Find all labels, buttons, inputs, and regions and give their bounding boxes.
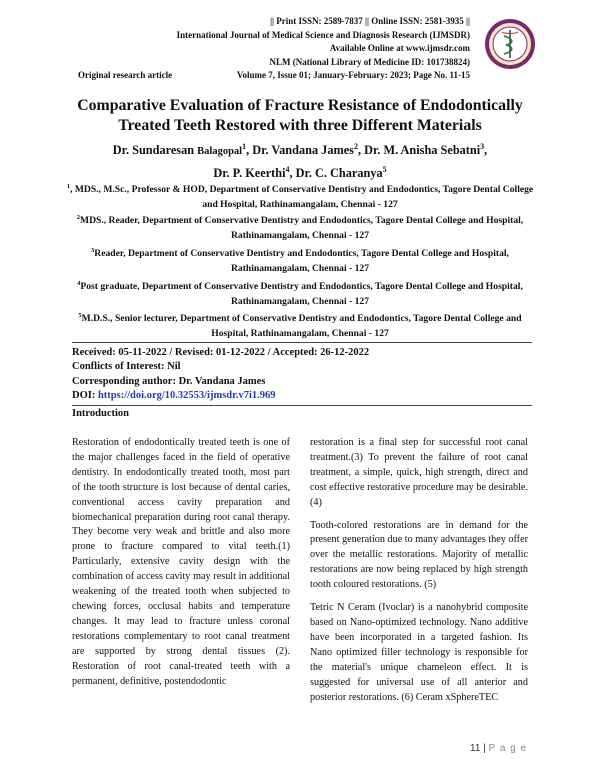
affiliation-1-sup: 1 bbox=[66, 183, 71, 190]
title-line-2: Treated Teeth Restored with three Different Materials bbox=[118, 117, 482, 134]
section-heading-introduction: Introduction bbox=[72, 408, 129, 419]
online-line: Available Online at www.ijmsdr.com bbox=[329, 43, 470, 53]
author-1-sup: 1 bbox=[242, 142, 247, 151]
author-1-name: Dr. Sundaresan bbox=[112, 143, 198, 158]
volume-line: Volume 7, Issue 01; January-February: 2023; Page No. 11-15 bbox=[236, 70, 470, 80]
author-4-sup: 4 bbox=[285, 165, 290, 175]
author-4-name: Dr. P. Keerthi bbox=[213, 166, 286, 181]
author-3-sup: 3 bbox=[480, 142, 485, 151]
divider-bottom bbox=[72, 405, 532, 406]
left-paragraph-1: Restoration of endodontically treated teeth is one of the major challenges faced in the field of operative dentistry. In endodontically treated tooth, most part of the tooth structure is lost because of dental caries, conventional access cavity preparation and biomechanical preparation during root canal therapy. They become very weak and brittle and also more prone to fracture compared to vital teeth.(1) Particularly, extensive cavity design with the combination of access cavity may result in additional weakening of the treated tooth when subjected to chewing forces, occlusal habits and temperature changes. It may lead to fracture unless coronal restorations complementary to root canal treatment are supported by strong dental tissues (2). Restoration of root canal-treated teeth with a permanent, definitive, postendodontic bbox=[72, 437, 290, 687]
author-3-comma: , bbox=[484, 143, 488, 158]
doi-link[interactable]: https://doi.org/10.32553/ijmsdr.v7i1.969 bbox=[97, 389, 276, 401]
corresponding-line: Corresponding author: Dr. Vandana James bbox=[72, 375, 266, 387]
right-paragraph-2: Tooth-colored restorations are in demand for the present generation due to many advantages they offer over the metallic restorations. Majority of metallic restorations are now being replaced by high strength tooth coloured restorations. (5) bbox=[310, 519, 528, 591]
affiliation-2 bbox=[64, 211, 536, 243]
author-3-name: , Dr. M. Anisha Sebatni bbox=[357, 143, 481, 158]
author-2-name: , Dr. Vandana James bbox=[246, 143, 354, 158]
journal-name: International Journal of Medical Science and Diagnosis Research (IJMSDR) bbox=[176, 29, 470, 40]
doi-line bbox=[72, 389, 369, 403]
issn-line: || Print ISSN: 2589-7837 || Online ISSN: 2581-3935 || bbox=[270, 16, 470, 26]
affiliation-4 bbox=[64, 277, 536, 309]
affiliation-1-text: , MDS., M.Sc., Professor & HOD, Department of Conservative Dentistry and Endodontics, Tagore Dental College and Hospital, Rathinamangalam, Chennai - 127 bbox=[70, 184, 534, 210]
page-footer bbox=[470, 743, 527, 754]
affiliation-2-sup: 2 bbox=[76, 214, 81, 221]
author-5-sup: 5 bbox=[382, 165, 387, 175]
affiliation-3-sup: 3 bbox=[91, 247, 95, 254]
left-column bbox=[72, 436, 290, 697]
author-list bbox=[60, 138, 540, 182]
right-paragraph-1: restoration is a final step for successful root canal treatment.(3) To prevent the failure of root canal treatment, a simple, quick, high strength, direct and cost effective restorative procedure may be desirable. (4) bbox=[310, 437, 528, 508]
divider-top bbox=[72, 342, 532, 343]
dates-line: Received: 05-11-2022 / Revised: 01-12-2022 / Accepted: 26-12-2022 bbox=[72, 347, 370, 358]
footer-separator: | bbox=[480, 743, 489, 754]
author-5-name: , Dr. C. Charanya bbox=[289, 166, 383, 181]
affiliation-1 bbox=[64, 180, 536, 212]
paper-title bbox=[60, 96, 540, 136]
affiliation-3 bbox=[64, 244, 536, 276]
journal-header bbox=[100, 15, 470, 69]
right-paragraph-3: Tetric N Ceram (Ivoclar) is a nanohybrid composite based on Nano-optimized technology. Nano additive have been incorporated in a targeted fashion. Its Nano optimized filler technology is responsible for the material's unique chameleon effect. It is suggested for universal use of all anterior and posterior restorations. (6) Ceram xSphereTEC bbox=[310, 602, 528, 703]
journal-logo-seal bbox=[484, 18, 536, 70]
page-label: P a g e bbox=[488, 743, 528, 754]
affiliation-2-text: MDS., Reader, Department of Conservative Dentistry and Endodontics, Tagore Dental College and Hospital, Rathinamangalam, Chennai - 127 bbox=[80, 215, 524, 241]
affiliation-5-sup: 5 bbox=[78, 312, 82, 319]
affiliation-4-text: Post graduate, Department of Conservative Dentistry and Endodontics, Tagore Dental College and Hospital, Rathinamangalam, Chennai - 127 bbox=[80, 281, 523, 307]
affiliation-5-text: M.D.S., Senior lecturer, Department of Conservative Dentistry and Endodontics, Tagore Dental College and Hospital, Rathinamangalam, Chennai - 127 bbox=[81, 313, 522, 339]
article-type: Original research article bbox=[78, 70, 173, 80]
affiliation-4-sup: 4 bbox=[77, 280, 81, 287]
doi-label: DOI: bbox=[72, 389, 98, 401]
nlm-line: NLM (National Library of Medicine ID: 101738824) bbox=[269, 56, 470, 67]
conflicts-line: Conflicts of Interest: Nil bbox=[72, 361, 181, 373]
page-number: 11 bbox=[470, 743, 481, 754]
right-column bbox=[310, 436, 528, 713]
affiliation-3-text: Reader, Department of Conservative Dentistry and Endodontics, Tagore Dental College and Hospital, Rathinamangalam, Chennai - 127 bbox=[94, 248, 509, 274]
author-1-surname: Balagopal bbox=[197, 146, 243, 158]
author-2-sup: 2 bbox=[353, 142, 358, 151]
title-line-1: Comparative Evaluation of Fracture Resistance of Endodontically bbox=[77, 97, 523, 114]
article-meta bbox=[72, 346, 369, 403]
affiliation-5 bbox=[64, 309, 536, 341]
